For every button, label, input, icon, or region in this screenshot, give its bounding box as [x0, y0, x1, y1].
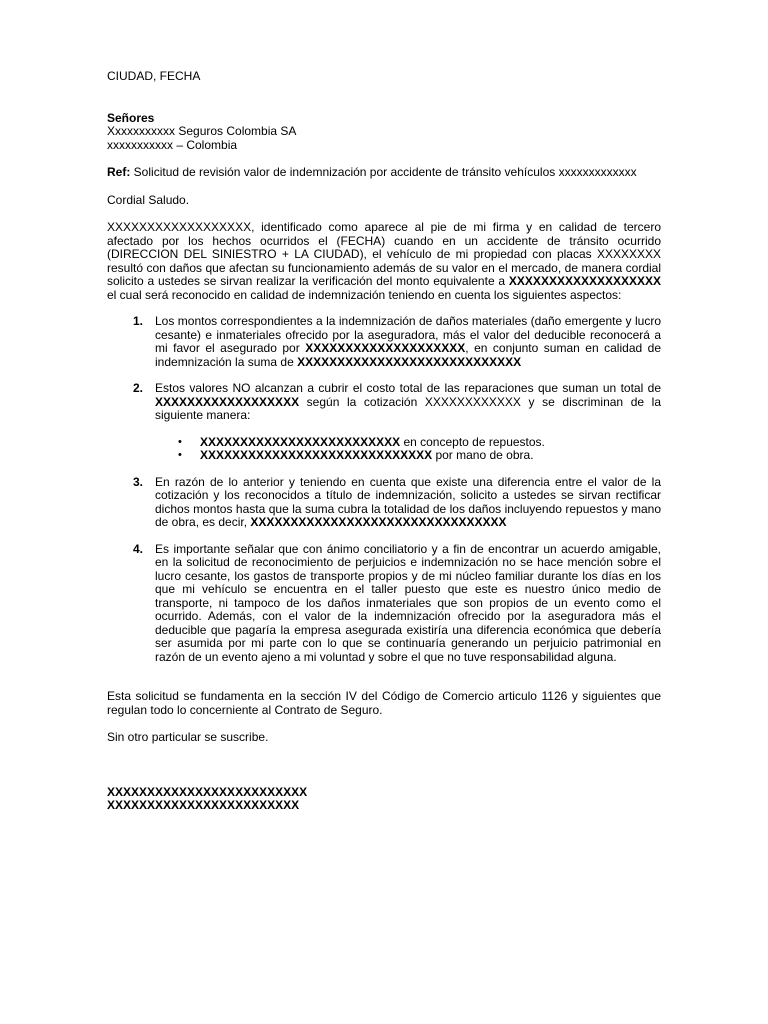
intro-amount: XXXXXXXXXXXXXXXXXXX — [508, 274, 661, 288]
item-text-part: según la cotización XXXXXXXXXXXX y se discriminan de la siguiente manera: — [155, 394, 661, 422]
cost-amount: XXXXXXXXXXXXXXXXXXXXXXXXXXXXX — [200, 448, 433, 462]
bullet-icon: • — [178, 435, 182, 448]
item-number: 1. — [133, 314, 144, 328]
item-text — [155, 382, 661, 423]
intro-paragraph — [107, 221, 661, 302]
aspects-list — [107, 315, 661, 664]
cost-item — [155, 436, 661, 450]
item-text: Es importante señalar que con ánimo conciliatorio y a fin de encontrar un acuerdo amigable, en la solicitud de reconocimiento de perjuicios e indemnización no se hace mención sobre el lucro cesante, los gastos de transporte propios y de mi núcleo familiar durante los días en los que mi vehículo se encuentra en el taller puesto que este es nuestro único medio de transporte, ni tampoco de los daños inmateriales que son propios de un evento como el ocurrido. Además, con el valor de la indemnización ofrecido por la aseguradora más el deducible que pagaría la empresa asegurada existiría una diferencia económica que debería ser asumida por mi parte con lo que se continuaría generando un perjuicio patrimonial en razón de un evento ajeno a mi voluntad y sobre el que no tuve responsabilidad alguna. — [155, 541, 661, 664]
item-number: 3. — [133, 474, 144, 489]
cost-label: por mano de obra. — [432, 448, 534, 462]
item-amount: XXXXXXXXXXXXXXXXXX — [155, 394, 300, 409]
reference-text: Solicitud de revisión valor de indemnización por accidente de tránsito vehículos xxxxxxxxxxxxx — [130, 165, 637, 179]
item-text-part: Los montos correspondientes a la indemnización de daños materiales (daño emergente y lucro cesante) e inmateriales ofrecido por la aseguradora, más el valor del deducible reconocerá a mi favor el asegurado por — [155, 314, 661, 355]
item-amount: XXXXXXXXXXXXXXXXXXXX — [305, 341, 466, 355]
cost-item — [155, 449, 661, 463]
recipient-company: Xxxxxxxxxxx Seguros Colombia SA — [107, 124, 297, 138]
reference-label: Ref: — [107, 165, 131, 179]
signature-name: XXXXXXXXXXXXXXXXXXXXXXXXX — [107, 784, 308, 799]
item-amount: XXXXXXXXXXXXXXXXXXXXXXXXXXXXXXXX — [250, 515, 507, 529]
bullet-icon: • — [178, 449, 182, 461]
item-number: 2. — [133, 381, 144, 395]
item-number: 4. — [133, 541, 144, 556]
item-text — [155, 315, 661, 369]
item-text-part: , en conjunto suman en calidad de indemnización la suma de — [155, 341, 661, 369]
intro-text: XXXXXXXXXXXXXXXXXX, identificado como aparece al pie de mi firma y en calidad de tercero afectado por los hechos ocurridos el (FECHA) cuando en un accidente de tránsito ocurrido (DIRECCION DEL SINIESTRO + LA CIUDAD), el vehículo de mi propiedad con placas XXXXXXXX resultó con daños que afectan su funcionamiento además de su valor en el mercado, de manera cordial solicito a ustedes se sirvan realizar la verificación del monto equivalente a — [107, 220, 661, 288]
list-item — [107, 382, 661, 463]
signature-block — [107, 786, 661, 813]
cost-amount: XXXXXXXXXXXXXXXXXXXXXXXXX — [200, 434, 401, 449]
greeting: Cordial Saludo. — [107, 192, 190, 207]
city-date: CIUDAD, FECHA — [107, 69, 201, 83]
cost-breakdown-list — [155, 436, 661, 463]
item-text — [155, 476, 661, 530]
reference-line — [107, 166, 661, 180]
cost-label: en concepto de repuestos. — [400, 434, 545, 449]
item-text-part: En razón de lo anterior y teniendo en cuenta que existe una diferencia entre el valor de la cotización y los reconocidos a título de indemnización, solicito a ustedes se sirvan rectificar dichos montos hasta que la suma cubra la totalidad de los daños incluyendo repuestos y mano de obra, es decir, — [155, 474, 661, 529]
list-item — [107, 543, 661, 665]
letter-body — [107, 70, 661, 813]
list-item — [107, 315, 661, 369]
list-item — [107, 476, 661, 530]
salutation-title: Señores — [107, 110, 155, 125]
farewell: Sin otro particular se suscribe. — [107, 730, 269, 744]
legal-basis-paragraph: Esta solicitud se fundamenta en la sección IV del Código de Comercio articulo 1126 y siguientes que regulan todo lo concerniente al Contrato de Seguro. — [107, 689, 661, 717]
intro-text-end: el cual será reconocido en calidad de indemnización teniendo en cuenta los siguientes aspectos: — [107, 287, 622, 302]
item-amount: XXXXXXXXXXXXXXXXXXXXXXXXXXXX — [297, 354, 522, 369]
item-text-part: Estos valores NO alcanzan a cubrir el costo total de las reparaciones que suman un total de — [155, 381, 661, 395]
recipient-location: xxxxxxxxxxx – Colombia — [107, 137, 238, 152]
signature-id: XXXXXXXXXXXXXXXXXXXXXXXX — [107, 798, 300, 812]
